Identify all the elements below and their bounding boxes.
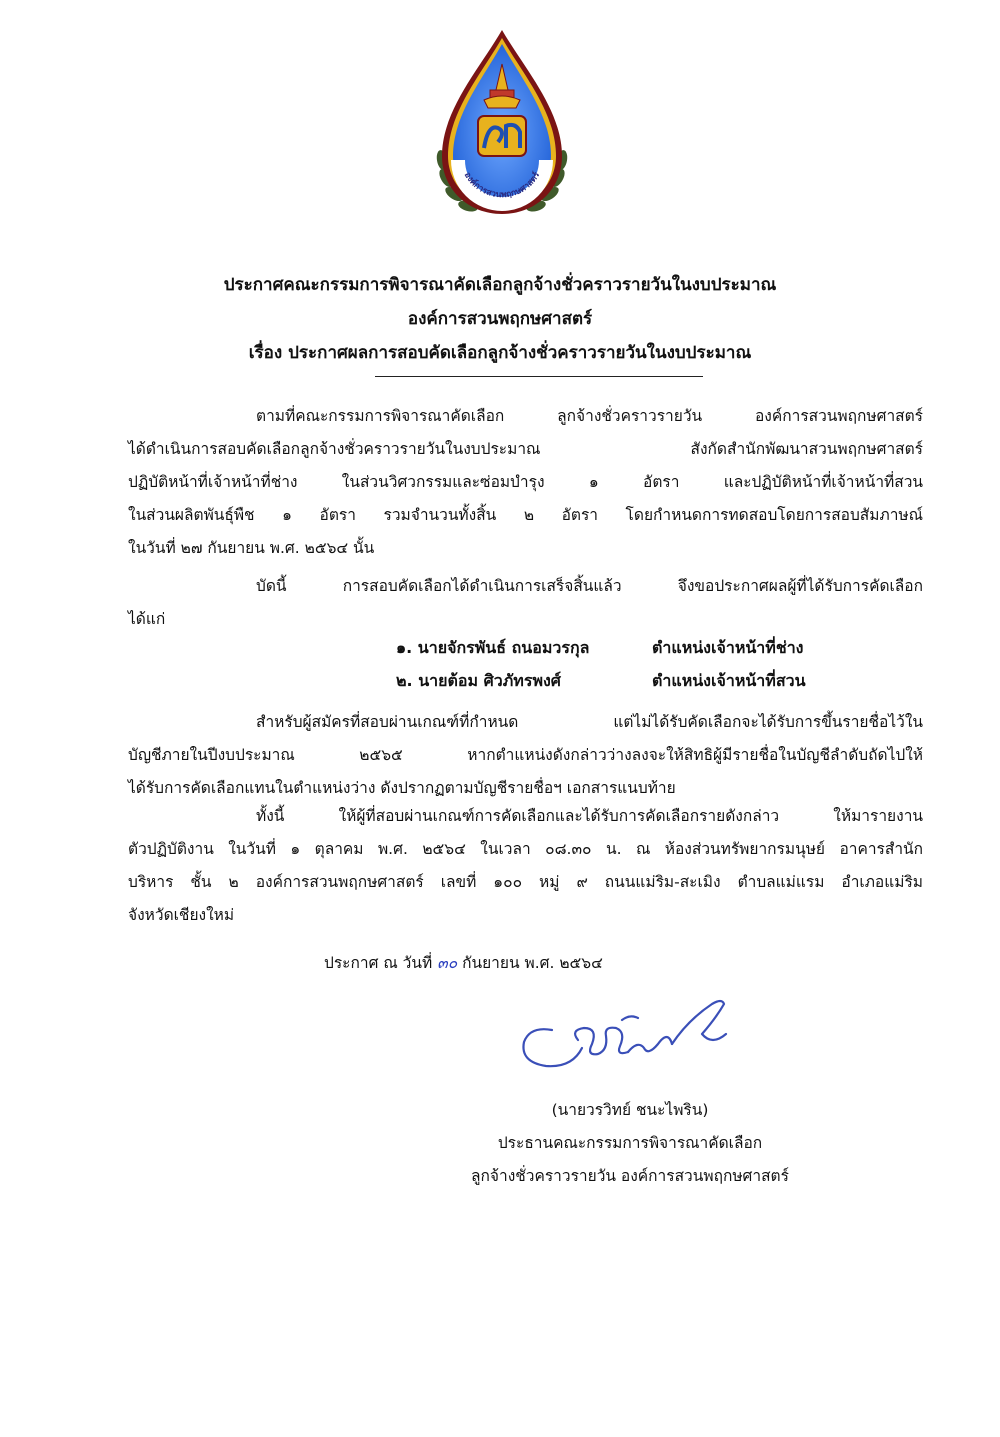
header-divider <box>375 376 703 377</box>
selected-candidate <box>396 669 806 694</box>
paragraph-line: ในวันที่ ๒๗ กันยายน พ.ศ. ๒๕๖๔ นั้น <box>128 539 375 557</box>
candidate-name: ๑. นายจักรพันธ์ ถนอมวรกุล <box>396 638 590 657</box>
paragraph-line: ปฏิบัติหน้าที่เจ้าหน้าที่ช่าง ในส่วนวิศวกรรมและซ่อมบำรุง ๑ อัตรา และปฏิบัติหน้าที่เจ้าหน้าที่สวน <box>128 473 923 491</box>
paragraph-line: บัดนี้ การสอบคัดเลือกได้ดำเนินการเสร็จสิ้นแล้ว จึงขอประกาศผลผู้ที่ได้รับการคัดเลือก <box>256 577 923 595</box>
candidate-position: ตำแหน่งเจ้าหน้าที่สวน <box>652 671 806 690</box>
announcement-header <box>0 268 1000 370</box>
date-suffix: กันยายน พ.ศ. ๒๕๖๔ <box>462 954 603 972</box>
signer-name: (นายวรวิทย์ ชนะไพริน) <box>551 1101 709 1119</box>
paragraph-1 <box>128 400 923 565</box>
signer-title: ประธานคณะกรรมการพิจารณาคัดเลือก <box>497 1134 763 1152</box>
paragraph-line: ได้แก่ <box>128 610 166 628</box>
paragraph-line: ตัวปฏิบัติงาน ในวันที่ ๑ ตุลาคม พ.ศ. ๒๕๖๔ ในเวลา ๐๘.๓๐ น. ณ ห้องส่วนทรัพยากรมนุษย์ อาคารสำนัก <box>128 840 924 858</box>
candidate-position: ตำแหน่งเจ้าหน้าที่ช่าง <box>652 638 804 657</box>
date-day: ๓๐ <box>437 954 458 972</box>
paragraph-3 <box>128 706 923 805</box>
paragraph-line: ทั้งนี้ ให้ผู้ที่สอบผ่านเกณฑ์การคัดเลือกและได้รับการคัดเลือกรายดังกล่าว ให้มารายงาน <box>256 807 923 825</box>
candidate-name: ๒. นายต้อม ศิวภัทรพงศ์ <box>396 671 561 690</box>
date-prefix: ประกาศ ณ วันที่ <box>324 954 433 972</box>
paragraph-line: ตามที่คณะกรรมการพิจารณาคัดเลือก ลูกจ้างชั่วคราวรายวัน องค์การสวนพฤกษศาสตร์ <box>256 407 923 425</box>
paragraph-line: จังหวัดเชียงใหม่ <box>128 906 235 924</box>
paragraph-line: บริหาร ชั้น ๒ องค์การสวนพฤกษศาสตร์ เลขที่ ๑๐๐ หมู่ ๙ ถนนแม่ริม-สะเมิง ตำบลแม่แรม อำเภอแม่ริม <box>128 873 923 891</box>
organization-logo <box>432 28 572 218</box>
logo-caption: องค์การสวนพฤกษศาสตร์ <box>461 170 543 201</box>
paragraph-line: บัญชีภายในปีงบประมาณ ๒๕๖๕ หากตำแหน่งดังกล่าวว่างลงจะให้สิทธิผู้มีรายชื่อในบัญชีลำดับถัดไปให้ <box>128 746 923 764</box>
header-line-1: ประกาศคณะกรรมการพิจารณาคัดเลือกลูกจ้างชั่วคราวรายวันในงบประมาณ <box>223 275 777 295</box>
paragraph-line: ได้รับการคัดเลือกแทนในตำแหน่งว่าง ดังปรากฏตามบัญชีรายชื่อฯ เอกสารแนบท้าย <box>128 779 676 797</box>
paragraph-2 <box>128 570 923 636</box>
signer-title: ลูกจ้างชั่วคราวรายวัน องค์การสวนพฤกษศาสตร์ <box>471 1167 789 1185</box>
emblem-monogram <box>478 116 526 156</box>
signer-block <box>430 1094 830 1193</box>
paragraph-line: สำหรับผู้สมัครที่สอบผ่านเกณฑ์ที่กำหนด แต่ไม่ได้รับคัดเลือกจะได้รับการขึ้นรายชื่อไว้ใน <box>256 713 923 731</box>
announcement-date <box>324 950 603 975</box>
paragraph-line: ในส่วนผลิตพันธุ์พืช ๑ อัตรา รวมจำนวนทั้งสิ้น ๒ อัตรา โดยกำหนดการทดสอบโดยการสอบสัมภาษณ์ <box>128 506 923 524</box>
paragraph-4 <box>128 800 923 932</box>
header-subject: เรื่อง ประกาศผลการสอบคัดเลือกลูกจ้างชั่วคราวรายวันในงบประมาณ <box>248 343 752 363</box>
header-line-2: องค์การสวนพฤกษศาสตร์ <box>407 309 593 329</box>
paragraph-line: ได้ดำเนินการสอบคัดเลือกลูกจ้างชั่วคราวรายวันในงบประมาณ สังกัดสำนักพัฒนาสวนพฤกษศาสตร์ <box>128 440 923 458</box>
selected-candidate <box>396 636 804 661</box>
handwritten-signature <box>512 990 752 1080</box>
